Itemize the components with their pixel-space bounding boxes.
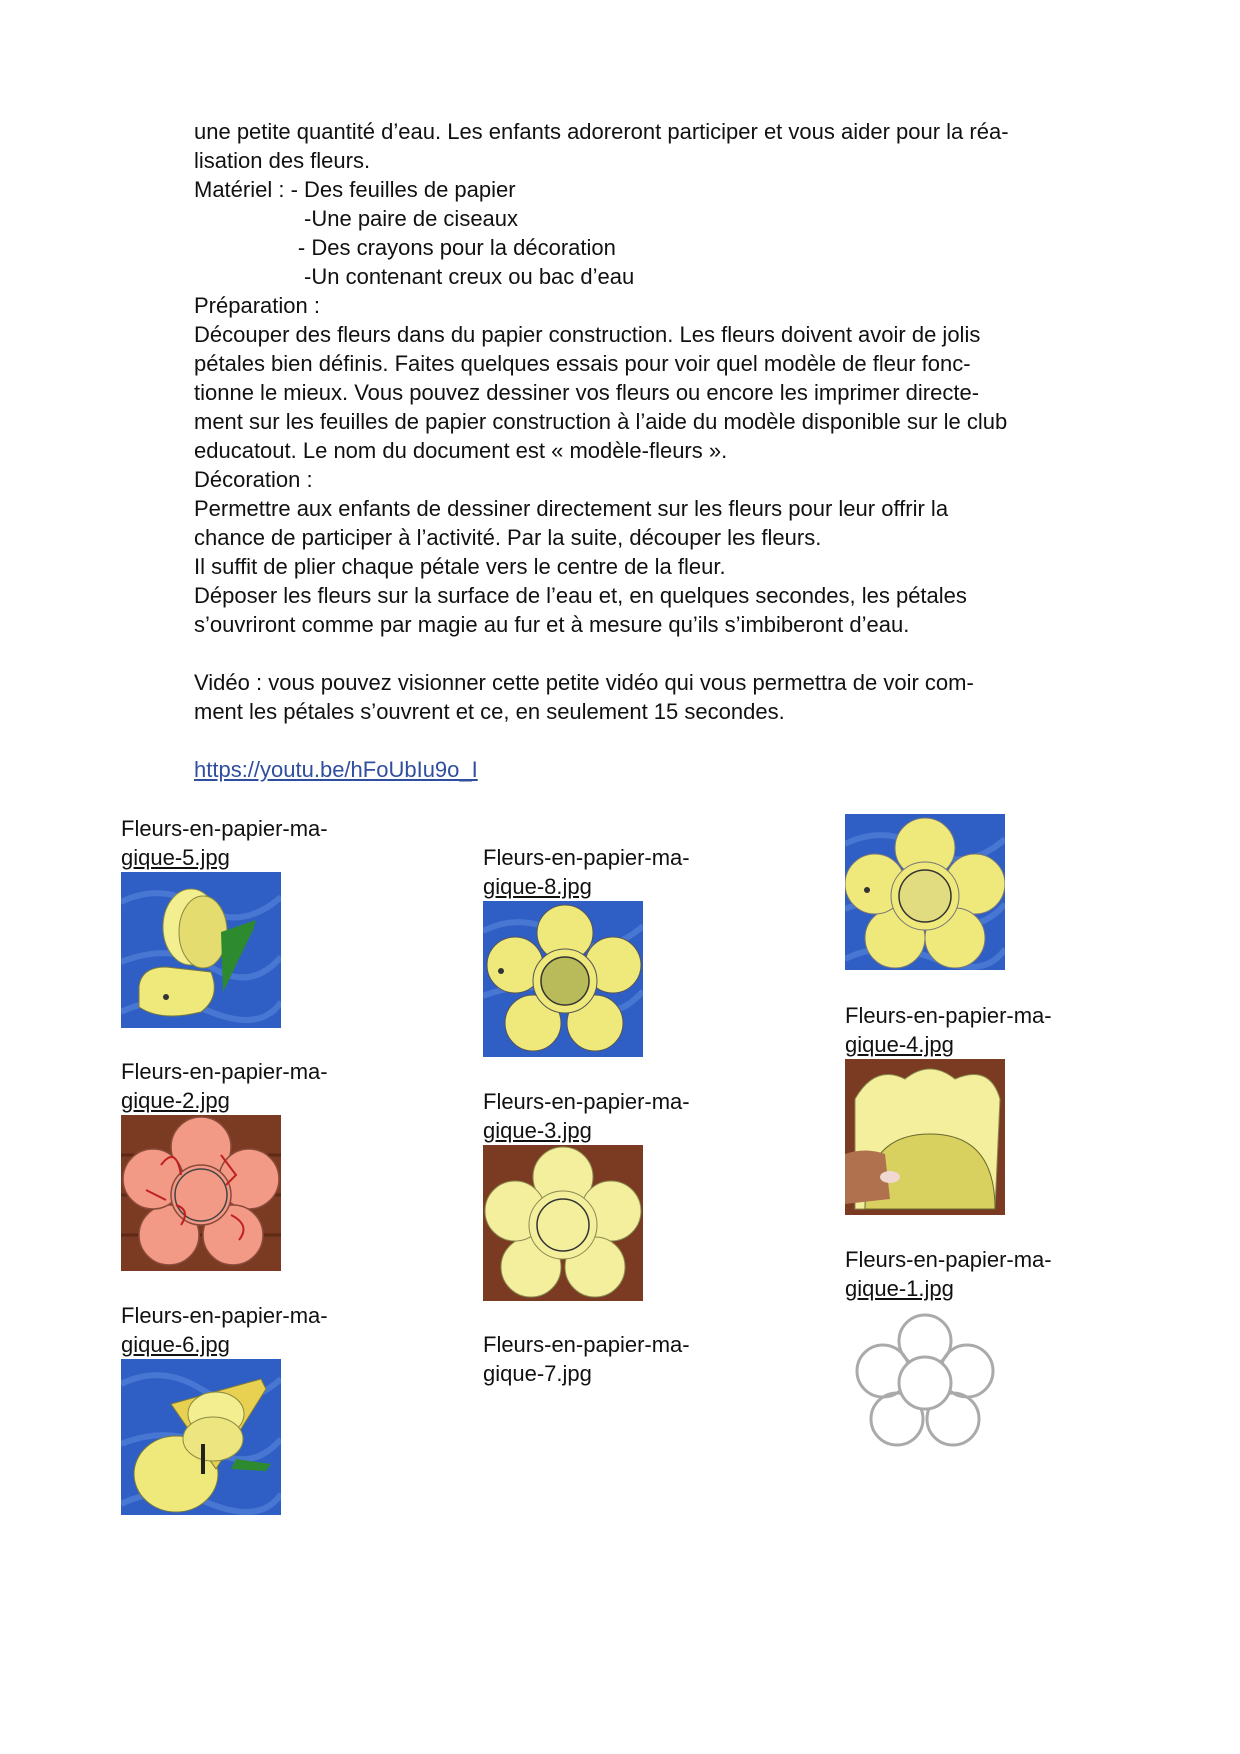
body-line: Découper des fleurs dans du papier construction. Les fleurs doivent avoir de jolis xyxy=(194,322,981,347)
flower-template-1 xyxy=(845,1303,1005,1459)
body-line: Il suffit de plier chaque pétale vers le centre de la fleur. xyxy=(194,554,726,579)
video-line: Vidéo : vous pouvez visionner cette petite vidéo qui vous permettra de voir com- xyxy=(194,670,974,695)
materials-item: -Une paire de ciseaux xyxy=(194,206,519,231)
caption-line: Fleurs-en-papier-ma- xyxy=(845,1003,1052,1028)
preparation-heading: Préparation : xyxy=(194,293,320,318)
image-caption xyxy=(845,1001,1105,1059)
caption-filename: gique-6.jpg xyxy=(121,1332,230,1357)
body-line: Déposer les fleurs sur la surface de l’eau et, en quelques secondes, les pétales xyxy=(194,583,967,608)
flower-photo-4 xyxy=(845,1059,1005,1215)
caption-line: Fleurs-en-papier-ma- xyxy=(483,1089,690,1114)
image-caption xyxy=(483,1330,743,1388)
body-line: tionne le mieux. Vous pouvez dessiner vos fleurs ou encore les imprimer directe- xyxy=(194,380,980,405)
caption-filename: gique-3.jpg xyxy=(483,1118,592,1143)
flower-photo-8 xyxy=(483,901,643,1057)
caption-filename: gique-2.jpg xyxy=(121,1088,230,1113)
caption-filename: gique-4.jpg xyxy=(845,1032,954,1057)
body-line: pétales bien définis. Faites quelques essais pour voir quel modèle de fleur fonc- xyxy=(194,351,971,376)
body-line: lisation des fleurs. xyxy=(194,148,371,173)
flower-photo-6 xyxy=(121,1359,281,1515)
caption-line: Fleurs-en-papier-ma- xyxy=(483,1332,690,1357)
body-line: educatout. Le nom du document est « modèle-fleurs ». xyxy=(194,438,728,463)
caption-filename: gique-8.jpg xyxy=(483,874,592,899)
materials-heading: Matériel : - Des feuilles de papier xyxy=(194,177,516,202)
caption-line: Fleurs-en-papier-ma- xyxy=(483,845,690,870)
document-body xyxy=(194,117,1134,784)
flower-photo-7 xyxy=(845,814,1005,970)
caption-line: Fleurs-en-papier-ma- xyxy=(121,1303,328,1328)
video-line: ment les pétales s’ouvrent et ce, en seulement 15 secondes. xyxy=(194,699,785,724)
body-line: s’ouvriront comme par magie au fur et à mesure qu’ils s’imbiberont d’eau. xyxy=(194,612,910,637)
image-caption xyxy=(121,1301,381,1359)
caption-line: Fleurs-en-papier-ma- xyxy=(121,816,328,841)
body-line: Permettre aux enfants de dessiner directement sur les fleurs pour leur offrir la xyxy=(194,496,949,521)
body-line: chance de participer à l’activité. Par la suite, découper les fleurs. xyxy=(194,525,822,550)
flower-photo-2 xyxy=(121,1115,281,1271)
materials-item: -Un contenant creux ou bac d’eau xyxy=(194,264,635,289)
image-caption xyxy=(483,843,743,901)
caption-line: Fleurs-en-papier-ma- xyxy=(121,1059,328,1084)
flower-photo-5 xyxy=(121,872,281,1028)
image-caption xyxy=(121,1057,381,1115)
caption-filename: gique-1.jpg xyxy=(845,1276,954,1301)
body-line: ment sur les feuilles de papier construction à l’aide du modèle disponible sur le club xyxy=(194,409,1008,434)
image-caption xyxy=(845,1245,1105,1303)
decoration-heading: Décoration : xyxy=(194,467,313,492)
body-line: une petite quantité d’eau. Les enfants adoreront participer et vous aider pour la réa- xyxy=(194,119,1009,144)
caption-filename: gique-5.jpg xyxy=(121,845,230,870)
caption-filename: gique-7.jpg xyxy=(483,1361,592,1386)
caption-line: Fleurs-en-papier-ma- xyxy=(845,1247,1052,1272)
image-caption xyxy=(483,1087,743,1145)
image-caption xyxy=(121,814,381,872)
flower-photo-3 xyxy=(483,1145,643,1301)
video-link[interactable]: https://youtu.be/hFoUbIu9o_I xyxy=(194,757,478,782)
materials-item: - Des crayons pour la décoration xyxy=(194,235,616,260)
